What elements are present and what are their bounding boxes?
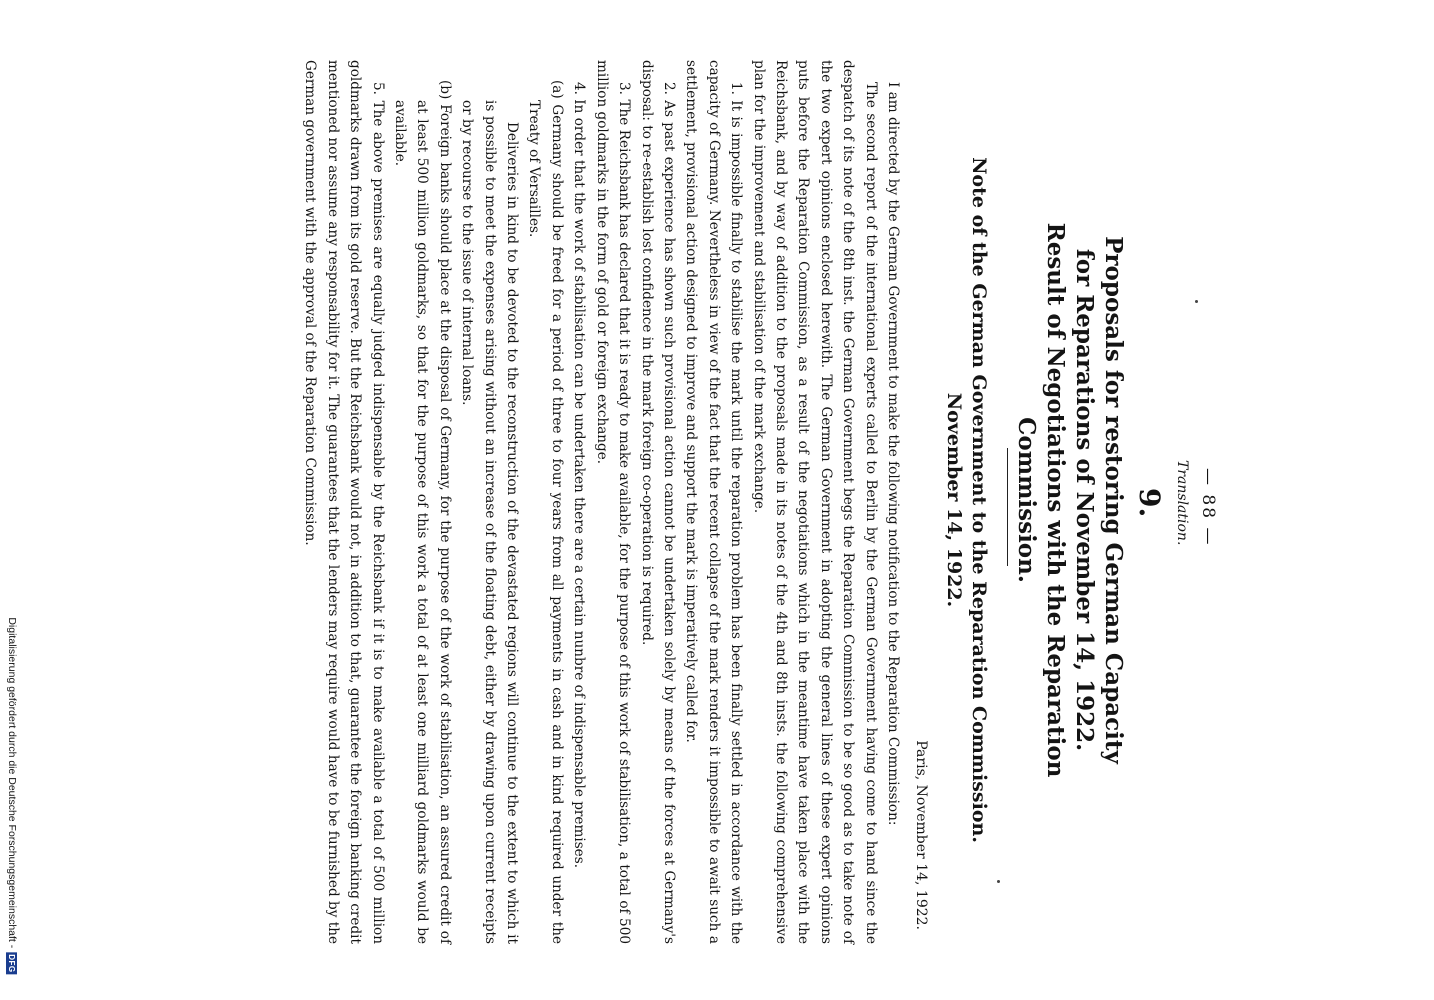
paragraph-second-report: The second report of the international experts called to Berlin by the German Government having come to hand since the despatch of its note of the 8th inst. the German Government begs the Reparation Commission to be so good as to take note of the two expert opinions enclosed herewith. The German Government in adopting the general lines of these expert opinions puts before the Reparation Commission, as a result of the negotiations which in the meantime have taken place with the Reichsbank, and by way of addition to the proposals made in its notes of the 4th and 8th insts. the following comprehensive plan for the improvement and stabilisation of the mark exchange. bbox=[750, 60, 879, 944]
note-heading-date: November 14, 1922. bbox=[943, 392, 965, 608]
paragraph-point-4a: (a) Germany should be freed for a period of three to four years from all payments in cash and in kind required under the Treaty of Versailles. bbox=[526, 80, 565, 944]
place-date: Paris, November 14, 1922. bbox=[913, 740, 929, 930]
scan-speck bbox=[997, 880, 1000, 883]
page-number: — 88 — bbox=[1198, 468, 1218, 547]
title-line: Result of Negotiations with the Reparation bbox=[1042, 222, 1069, 778]
paragraph-point-2: 2. As past experience has shown such provisional action cannot be undertaken solely by means of the forces at Germany's disposal: to re-establish lost confidence in the mark foreign co-operation is required. bbox=[638, 60, 677, 944]
translation-label: Translation. bbox=[1174, 460, 1190, 546]
document-number: 9. bbox=[1133, 488, 1166, 518]
note-body bbox=[299, 60, 904, 944]
paragraph-point-4: 4. In order that the work of stabilisation can be undertaken there are a certain nunbre of indispensable premises. bbox=[571, 82, 588, 869]
note-heading bbox=[941, 60, 991, 940]
paragraph-point-1: 1. It is impossible finally to stabilise the mark until the reparation problem has been finally settled in accordance with the capacity of Germany. Nevertheless in view of the fact that the recent collapse of the mark renders it impossible to await such a settlement, provisional action designed to improve and support the mark is imperatively called for. bbox=[683, 60, 745, 944]
paragraph-intro: I am directed by the German Government to make the following notification to the Reparation Commission: bbox=[885, 82, 901, 826]
paragraph-point-5: 5. The above premises are equally judged indispensable by the Reichsbank if it is to make available a total of 500 million goldmarks drawn from its gold reserve. But the Reichsbank would not, in addition to that, guarantee the foreign banking credit mentioned nor assume any responsability for it. The guarantees that the lenders may require would have to be furnished by the German government with the approval of the Reparation Commission. bbox=[302, 60, 386, 944]
title-line: Proposals for restoring German Capacity bbox=[1100, 236, 1127, 764]
scan-speck bbox=[1195, 300, 1198, 303]
title-line: Commission. bbox=[1013, 417, 1040, 583]
digitization-credit-text: Digitalisierung gefördert durch die Deutsche Forschungsgemeinschaft - bbox=[6, 617, 18, 949]
paragraph-point-4b: (b) Foreign banks should place at the disposal of Germany, for the purpose of the work of stabilisation, an assured credit of at least 500 million goldmarks, so that for the purpose of this work a total of at least one milliard goldmarks would be available. bbox=[392, 80, 453, 944]
dfg-logo-icon: DFG bbox=[7, 954, 17, 973]
document-title bbox=[1012, 80, 1128, 920]
paragraph-deliveries-in-kind: Deliveries in kind to be devoted to the reconstruction of the devastated regions will continue to the extent to which it is possible to meet the expenses arising without an increase of the floating debt, either by drawing upon current receipts or by recourse to the issue of internal loans. bbox=[459, 100, 521, 944]
paragraph-point-3: 3. The Reichsbank has declared that it is ready to make available, for the purpose of this work of stabilisation, a total of 500 million goldmarks in the form of gold or foreign exchange. bbox=[593, 60, 633, 944]
note-heading-line: Note of the German Government to the Reparation Commission. bbox=[968, 157, 990, 843]
title-divider bbox=[1007, 448, 1008, 566]
title-line: for Reparations of November 14, 1922. bbox=[1071, 248, 1098, 752]
